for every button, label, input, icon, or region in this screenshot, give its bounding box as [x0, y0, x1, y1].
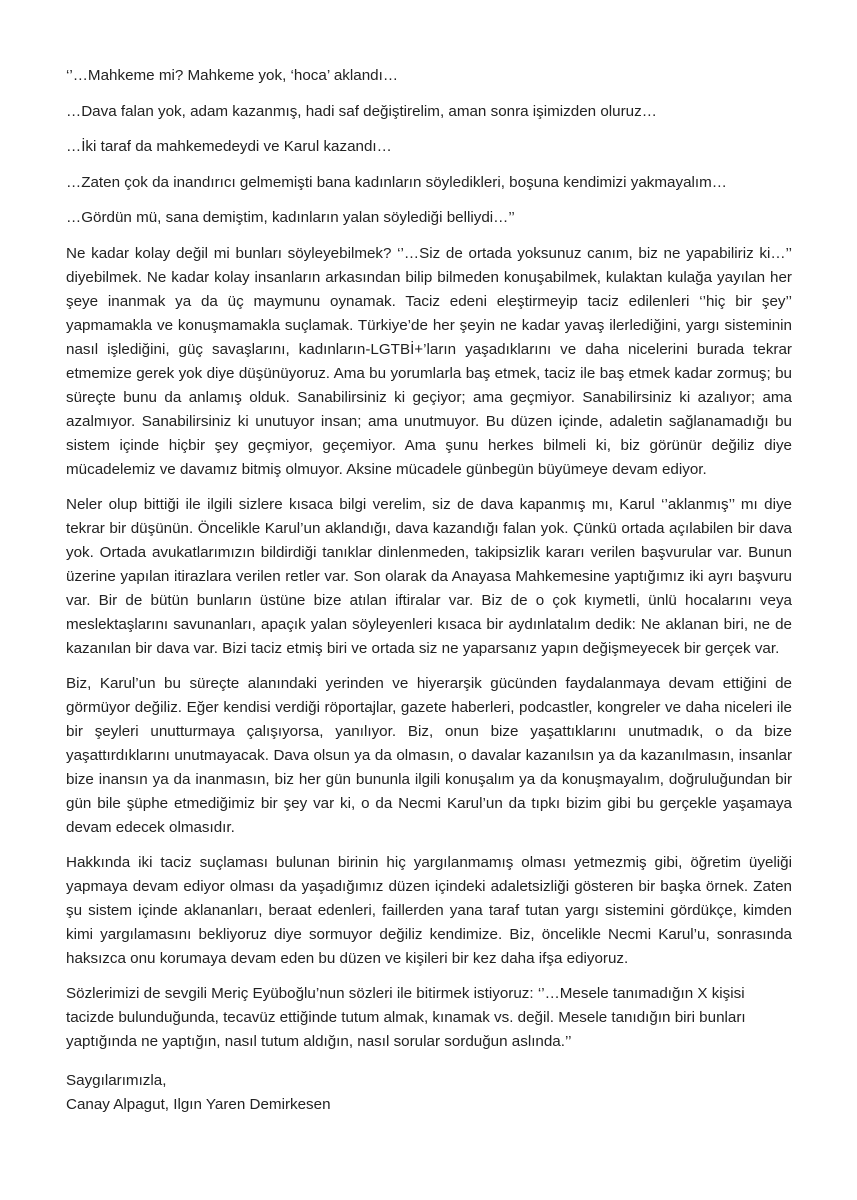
- signatories: Canay Alpagut, Ilgın Yaren Demirkesen: [66, 1095, 331, 1113]
- quote-line: …Gördün mü, sana demiştim, kadınların yalan söylediği belliydi…’’: [66, 209, 515, 226]
- body-paragraph: Biz, Karul’un bu süreçte alanındaki yerinden ve hiyerarşik gücünden faydalanmaya devam ettiğini de görmüyor değiliz. Eğer kendisi verdiği röportajlar, gazete haberleri, podcastler, kongreler ve daha niceleri ile bir şeyleri unutturmaya çalışıyorsa, yanılıyor. Biz, onun bize yaşattıklarını unutmadık, o da bize yaşattırdıklarını unutmayacak. Dava olsun ya da olmasın, o davalar kazanılsın ya da kazanılmasın, insanlar bize inansın ya da inanmasın, biz her gün bununla ilgili konuşalım ya da konuşmayalım, doğruluğundan bir gün bile şüphe etmediğimiz bir şey var ki, o da Necmi Karul’un da tıpkı bizim gibi bu gerçekle yaşamaya devam edecek olmasıdır.: [66, 674, 792, 836]
- salutation: Saygılarımızla,: [66, 1071, 167, 1089]
- quote-line: ‘’…Mahkeme mi? Mahkeme yok, ‘hoca’ aklandı…: [66, 67, 399, 84]
- opening-quotes: [66, 64, 792, 230]
- quote-line: …Dava falan yok, adam kazanmış, hadi saf değiştirelim, aman sonra işimizden oluruz…: [66, 102, 657, 120]
- body-paragraph: Neler olup bittiği ile ilgili sizlere kısaca bilgi verelim, siz de dava kapanmış mı, Karul ‘’aklanmış’’ mı diye tekrar bir düşünün. Öncelikle Karul’un aklandığı, dava kazandığı falan yok. Çünkü ortada açılabilen bir dava yok. Ortada avukatlarımızın bildirdiği tanıklar dinlenmeden, takipsizlik kararı verilen başvurular var. Bunun üzerine yapılan itirazlara verilen retler var. Son olarak da Anayasa Mahkemesine yaptığımız iki ayrı başvuru var. Bir de bütün bunların üstüne bize atılan iftiralar var. Biz de o çok kıymetli, ünlü hocalarını veya meslektaşlarını savunanları, apaçık yalan söyleyenleri kısaca bir aydınlatalım dedik: Ne aklanan biri, ne de kazanılan bir dava var. Bizi taciz etmiş biri ve ortada siz ne yaparsanız yapın değişmeyecek bir gerçek var.: [66, 495, 792, 657]
- body-paragraph: Sözlerimizi de sevgili Meriç Eyüboğlu’nun sözleri ile bitirmek istiyoruz: ‘’…Mesele tanımadığın X kişisi tacizde bulunduğunda, tecavüz ettiğinde tutum almak, kınamak vs. değil. Mesele tanıdığın biri bunları yaptığında ne yaptığın, nasıl tutum aldığın, nasıl sorular sorduğun aslında.’’: [66, 984, 746, 1050]
- body-paragraph: Hakkında iki taciz suçlaması bulunan birinin hiç yargılanmamış olması yetmezmiş gibi, öğretim üyeliği yapmaya devam ediyor olması da yaşadığımız düzen içindeki adaletsizliği gösteren bir başka örnek. Zaten şu sistem içinde aklananları, beraat edenleri, faillerden yana taraf tutan yargı sistemini gördükçe, kimden kimi yargılamasını bekliyoruz diye sormuyor değiliz kendimize. Biz, öncelikle Necmi Karul’u, sonrasında haksızca onu korumaya devam eden bu düzen ve kişileri bir kez daha ifşa ediyoruz.: [66, 853, 792, 967]
- letter-document: [66, 64, 792, 1117]
- closing-block: [66, 1069, 792, 1117]
- quote-line: …Zaten çok da inandırıcı gelmemişti bana kadınların söyledikleri, boşuna kendimizi yakmayalım…: [66, 173, 727, 191]
- quote-line: …İki taraf da mahkemedeydi ve Karul kazandı…: [66, 138, 392, 155]
- body-paragraph: Ne kadar kolay değil mi bunları söyleyebilmek? ‘’…Siz de ortada yoksunuz canım, biz ne yapabiliriz ki…’’ diyebilmek. Ne kadar kolay insanların arkasından bilip bilmeden konuşabilmek, kulaktan kulağa yayılan her şeye inanmak ya da üç maymunu oynamak. Taciz edeni eleştirmeyip taciz edilenleri ‘’hiç bir şey’’ yapmamakla ve konuşmamakla suçlamak. Türkiye’de her şeyin ne kadar yavaş ilerlediğini, yargı sisteminin nasıl işlediğini, güç savaşlarını, kadınların-LGTBİ+’ların yaşadıklarını ve daha nicelerini burada tekrar etmemize gerek yok diye düşünüyoruz. Ama bu yorumlarla baş etmek, taciz ile baş etmek kadar zormuş; bu süreçte bunu da anlamış olduk. Sanabilirsiniz ki geçiyor; ama geçmiyor. Sanabilirsiniz ki azalıyor; ama azalmıyor. Sanabilirsiniz ki unutuyor insan; ama unutmuyor. Bu düzen içinde, adaletin sağlanamadığı bu sistem içinde hiçbir şey geçmiyor, geçemiyor. Ama şunu herkes bilmeli ki, biz görünür değiliz diye mücadelemiz ve davamız bitmiş olmuyor. Aksine mücadele günbegün büyümeye devam ediyor.: [66, 244, 792, 478]
